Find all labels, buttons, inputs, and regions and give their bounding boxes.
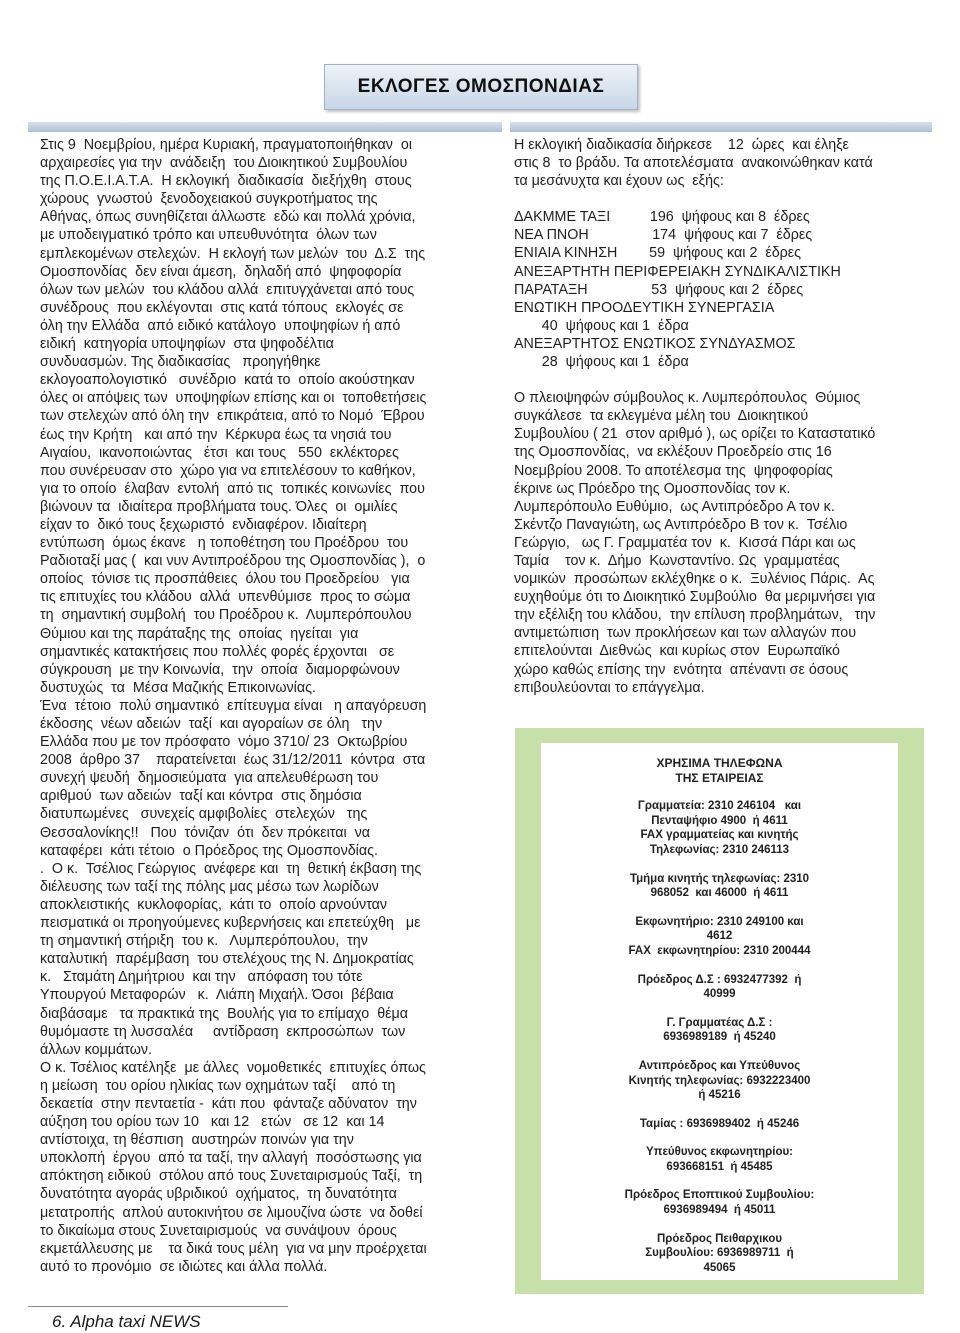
- article-line: της Π.Ο.Ε.Ι.Α.Τ.Α. Η εκλογική διαδικασία διεξήχθη στους: [40, 173, 412, 190]
- article-line: έως την Κρήτη και από την Κέρκυρα έως τα νησιά του: [40, 426, 392, 443]
- article-line: αποκλειστικής κυκλοφορίας, κάτι το οποίο αρνούνταν: [40, 896, 388, 913]
- article-line: καταφέρει κάτι τέτοιο ο Πρόεδρος της Ομοσπονδίας.: [40, 842, 378, 859]
- phone-entry-line: Πρόεδρος Πειθαρχικου: [656, 1232, 783, 1245]
- article-line: η μείωση του ορίου ηλικίας των οχημάτων ταξί από τη: [40, 1077, 396, 1094]
- board-composition-text: [514, 389, 934, 697]
- article-line: δεκαετία στην πενταετία - κάτι που φάνταζε αδύνατον την: [40, 1095, 417, 1112]
- phone-entry-line: Υπεύθυνος εκφωνητηρίου:: [646, 1146, 793, 1159]
- article-line: πεισματικά οι προηγούμενες κυβερνήσεις και επετεύχθη με: [40, 915, 421, 932]
- article-line: όλες οι απόψεις των υποψηφίων επίσης και οι τοποθετήσεις: [40, 390, 427, 407]
- page-footer: [28, 1306, 288, 1333]
- article-line: συνδυασμών. Της διαδικασίας προηγήθηκε: [40, 354, 321, 371]
- article-line: μετατροπής απλού αυτοκινήτου σε λιμουζίνα ώστε να δοθεί: [40, 1204, 423, 1221]
- article-line: Ο κ. Τσέλιος κατέληξε με άλλες νομοθετικές επιτυχίες όπως: [40, 1059, 426, 1076]
- phone-entry-line: Πρόεδρος Δ.Σ : 6932477392 ή: [637, 973, 802, 986]
- article-line: Αθήνας, όπως συνηθίζεται άλλωστε εδώ και πολλά χρόνια,: [40, 209, 416, 226]
- article-line: απόκτηση ειδικού στόλου από τους Συνεταιρισμούς Ταξί, τη: [40, 1168, 423, 1185]
- article-line: καταλυτική παρέμβαση του στελέχους της Ν. Δημοκρατίας: [40, 951, 414, 968]
- article-line: συνεχή ψευδή δημοσιεύματα για απελευθέρωση του: [40, 770, 379, 787]
- phone-entry-line: 4612: [706, 930, 733, 943]
- results-intro: [514, 136, 934, 190]
- result-line: 28 ψήφους και 1 έδρα: [514, 354, 689, 371]
- phone-entry-line: Γραμματεία: 2310 246104 και: [637, 800, 802, 813]
- election-results-list: [514, 208, 934, 371]
- result-line: 40 ψήφους και 1 έδρα: [514, 317, 689, 334]
- article-line: την εξέλιξη του κλάδου, την επίλυση προβλημάτων, την: [514, 607, 876, 624]
- article-line: διατυπωμένες συνεχείς αμφιβολίες στελεχών της: [40, 806, 368, 823]
- result-line: ΠΑΡΑΤΑΞΗ 53 ψήφους και 2 έδρες: [514, 281, 804, 298]
- phone-entry-line: FAX εκφωνητηρίου: 2310 200444: [628, 944, 811, 957]
- article-line: Η εκλογική διαδικασία διήρκεσε 12 ώρες και έληξε: [514, 137, 849, 153]
- result-line: ΑΝΕΞΑΡΤΗΤΗ ΠΕΡΙΦΕΡΕΙΑΚΗ ΣΥΝΔΙΚΑΛΙΣΤΙΚΗ: [514, 263, 841, 280]
- article-line: Στις 9 Νοεμβρίου, ημέρα Κυριακή, πραγματοποιήθηκαν οι: [40, 137, 412, 153]
- phone-entry-line: Πρόεδρος Εποπτικού Συμβουλίου:: [624, 1189, 815, 1202]
- article-line: 2008 άρθρο 37 παρατείνεται έως 31/12/2011 κόντρα στα: [40, 752, 426, 769]
- article-line: κ. Σταμάτη Δημήτριου και την απόφαση του τότε: [40, 969, 363, 986]
- article-line: για το οποίο έλαβαν εντολή από τις τοπικές κοινωνίες που: [40, 480, 425, 497]
- article-line: σημαντικές κατακτήσεις που πολλές φορές έρχονται σε: [40, 643, 395, 660]
- article-line: που συνέρευσαν στο χώρο για να επιτελέσουν το καθήκον,: [40, 462, 416, 479]
- article-line: διαβάσαμε τα πρακτικά της Βουλής για το επίμαχο θέμα: [40, 1005, 409, 1022]
- article-line: τα μεσάνυχτα και έχουν ως εξής:: [514, 173, 724, 190]
- phone-entry-line: FAX γραμματείας και κινητής: [640, 829, 799, 842]
- phone-entry-line: 693668151 ή 45485: [666, 1160, 773, 1173]
- article-line: στις 8 το βράδυ. Τα αποτελέσματα ανακοινώθηκαν κατά: [514, 155, 873, 172]
- result-line: ΑΝΕΞΑΡΤΗΤΟΣ ΕΝΩΤΙΚΟΣ ΣΥΝΔΥΑΣΜΟΣ: [514, 335, 796, 352]
- article-line: ειδική κατηγορία υποψηφίων στα ψηφοδέλτια: [40, 336, 334, 353]
- article-line: άλλων κομμάτων.: [40, 1041, 153, 1058]
- phone-entry-line: 6936989494 ή 45011: [663, 1204, 776, 1217]
- article-line: το δικαίωμα στους Συνεταιρισμούς να συνάψουν όρους: [40, 1222, 397, 1239]
- phone-entry-line: Τμήμα κινητής τηλεφωνίας: 2310: [629, 872, 810, 885]
- article-line: . Ο κ. Τσέλιος Γεώργιος ανέφερε και τη θετική έκβαση της: [40, 860, 422, 877]
- article-line: των στελεχών από όλη την επικράτεια, από το Νομό Έβρου: [40, 408, 425, 425]
- article-line: εμπλεκομένων στελεχών. Η εκλογή των μελών του Δ.Σ της: [40, 245, 426, 262]
- article-line: Ο πλειοψηφών σύμβουλος κ. Λυμπερόπουλος Θύμιος: [514, 390, 861, 407]
- phone-entry-line: Πενταψήφιο 4900 ή 4611: [651, 814, 788, 827]
- article-line: Υπουργού Μεταφορών κ. Λιάπη Μιχαήλ. Όσοι βέβαια: [40, 987, 394, 1004]
- article-line: τις επιτυχίες του κλάδου αλλά υπενθύμισε προς το σώμα: [40, 589, 411, 606]
- article-line: Ένα τέτοιο πολύ σημαντικό επίτευγμα είναι η απαγόρευση: [40, 697, 427, 714]
- article-line: δυνατότητα αγοράς υβριδικού οχήματος, τη δυνατότητα: [40, 1186, 397, 1203]
- article-line: αντίστοιχα, τη θέσπιση αυστηρών ποινών για την: [40, 1132, 354, 1149]
- article-line: έκδοσης νέων αδειών ταξί και αγοραίων σε όλη την: [40, 716, 383, 732]
- result-line: ΔΑΚΜΜΕ ΤΑΞΙ 196 ψήφους και 8 έδρες: [514, 209, 810, 226]
- article-line: Θεσσαλονίκης!! Που τόνιζαν ότι δεν πρόκειται να: [40, 824, 370, 841]
- phone-entry-line: Αντιπρόεδρος και Υπεύθυνος: [638, 1059, 801, 1072]
- article-line: όλη την Ελλάδα από ειδικό κατάλογο υποψηφίων ή από: [40, 317, 401, 334]
- article-line: Θύμιου και της παράταξης της οποίας ηγείται για: [40, 625, 359, 642]
- result-line: ΕΝΙΑΙΑ ΚΙΝΗΣΗ 59 ψήφους και 2 έδρες: [514, 245, 802, 262]
- article-line: χώρο καθώς επίσης την ενότητα απέναντι σε όσους: [514, 661, 849, 678]
- article-line: επιβουλεύονται το επάγγελμα.: [514, 679, 705, 696]
- article-line: σύγκρουση με την Κοινωνία, την οποία διαμορφώνουν: [40, 661, 400, 678]
- article-line: όλων των μελών του κλάδου αλλά επιτυγχάνεται από τους: [40, 281, 415, 298]
- footer-page-label: 6. Alpha taxi NEWS: [52, 1312, 201, 1331]
- article-line: Λυμπερόπουλο Ευθύμιο, ως Αντιπρόεδρο Α τον κ.: [514, 498, 835, 515]
- phones-title: ΧΡΗΣΙΜΑ ΤΗΛΕΦΩΝΑ: [656, 756, 783, 770]
- article-line: Ελλάδα που με τον πρόσφατο νόμο 3710/ 23 Οκτωβρίου: [40, 734, 408, 751]
- article-line: έκρινε ως Πρόεδρο της Ομοσπονδίας τον κ.: [514, 480, 791, 497]
- article-line: χώρους γνωστού ξενοδοχειακού συγκροτήματος της: [40, 191, 378, 208]
- article-line: Σκέντζο Παναγιώτη, ως Αντιπρόεδρο Β τον κ. Τσέλιο: [514, 516, 848, 533]
- article-line: αύξηση του ορίου των 10 και 12 ετών σε 12 και 14: [40, 1114, 385, 1131]
- article-line: νομικών προσώπων εκλέχθηκε ο κ. Ξυλένιος Πάρις. Ας: [514, 571, 875, 588]
- article-line: αριθμού των αδειών ταξί και κόντρα στις δημόσια: [40, 788, 362, 805]
- article-line: εντύπωση όμως έκανε η τοποθέτηση του Προέδρου του: [40, 535, 409, 552]
- phone-entry-line: Κινητής τηλεφωνίας: 6932223400: [628, 1074, 811, 1087]
- phone-entry-line: 6936989189 ή 45240: [663, 1031, 776, 1044]
- article-line: της Ομοσπονδίας, να εκλέξουν Προεδρείο στις 16: [514, 444, 832, 461]
- phone-entry-line: Ταμίας : 6936989402 ή 45246: [639, 1117, 800, 1130]
- left-article-column: [40, 136, 488, 1276]
- useful-phones-panel: [541, 743, 898, 1280]
- article-line: επιτελούνται Διεθνώς και κυρίως στον Ευρωπαϊκό: [514, 643, 841, 660]
- article-line: αυτό το προνόμιο σε ιδιώτες και άλλα πολλά.: [40, 1258, 328, 1275]
- phone-entry-line: 45065: [703, 1261, 736, 1274]
- article-line: βιώνουν τα ιδιαίτερα προβλήματα τους. Όλες οι ομιλίες: [40, 498, 398, 515]
- right-article-column: [514, 136, 934, 697]
- right-column-bar: [510, 122, 932, 132]
- article-line: Συμβουλίου ( 21 στον αριθμό ), ως ορίζει το Καταστατικό: [514, 426, 876, 443]
- article-line: συνέδρους που εκλέγονται στις κατά τόπους εκλογές σε: [40, 299, 404, 316]
- useful-phones-box: [515, 728, 924, 1294]
- phone-entry-line: 40999: [703, 988, 736, 1001]
- article-line: οποίος τόνισε τις προσπάθειες όλου του Προεδρείου για: [40, 571, 410, 588]
- article-line: ευχηθούμε ότι το Διοικητικό Συμβούλιο θα μεριμνήσει για: [514, 589, 876, 606]
- phones-title: ΤΗΣ ΕΤΑΙΡΕΙΑΣ: [675, 770, 764, 785]
- page-title: ΕΚΛΟΓΕΣ ΟΜΟΣΠΟΝΔΙΑΣ: [324, 64, 638, 110]
- article-line: εκλογοαπολογιστικό συνέδριο κατά το οποίο ακούστηκαν: [40, 372, 415, 389]
- article-line: τη σημαντική στήριξη του κ. Λυμπερόπουλου, την: [40, 933, 368, 950]
- article-line: με υποδειγματικό τρόπο και υπευθυνότητα όλων των: [40, 227, 377, 244]
- article-line: Νοεμβρίου 2008. Το αποτέλεσμα της ψηφοφορίας: [514, 462, 833, 479]
- article-line: δυστυχώς τα Μέσα Μαζικής Επικοινωνίας.: [40, 679, 316, 696]
- phone-entry-line: ή 45216: [698, 1089, 741, 1102]
- article-line: εκμετάλλευσης με τα δικά τους μέλη για να μην προέρχεται: [40, 1240, 427, 1257]
- article-line: Γεώργιο, ως Γ. Γραμματέα τον κ. Κισσά Πάρι και ως: [514, 534, 856, 551]
- article-line: συγκάλεσε τα εκλεγμένα μέλη του Διοικητικού: [514, 408, 809, 425]
- phone-entry-line: Τηλεφωνίας: 2310 246113: [649, 843, 790, 856]
- article-line: αρχαιρεσίες για την ανάδειξη του Διοικητικού Συμβουλίου: [40, 155, 408, 172]
- left-column-bar: [28, 122, 502, 132]
- article-line: Ραδιοταξί μας ( και νυν Αντιπροέδρου της Ομοσπονδίας ), ο: [40, 553, 426, 570]
- article-line: τη σημαντική συμβολή του Προέδρου κ. Λυμπερόπουλου: [40, 607, 412, 624]
- article-line: είχαν το δικό τους ξεχωριστό ενδιαφέρον. Ιδιαίτερη: [40, 516, 367, 533]
- phone-entry-line: Εκφωνητήριο: 2310 249100 και: [635, 915, 804, 928]
- article-line: διέλευσης των ταξί της πόλης μας μέσω των λωρίδων: [40, 878, 379, 895]
- phone-entry-line: Συμβουλίου: 6936989711 ή: [645, 1247, 794, 1260]
- phone-entry-line: 968052 και 46000 ή 4611: [650, 887, 789, 900]
- phone-entry-line: Γ. Γραμματέας Δ.Σ :: [666, 1016, 773, 1029]
- article-line: Ταμία τον κ. Δήμο Κωνσταντίνο. Ως γραμματέας: [514, 552, 840, 569]
- article-line: Ομοσπονδίας δεν είναι άμεση, δηλαδή από ψηφοφορία: [40, 263, 402, 280]
- result-line: ΕΝΩΤΙΚΗ ΠΡΟΟΔΕΥΤΙΚΗ ΣΥΝΕΡΓΑΣΙΑ: [514, 299, 775, 316]
- result-line: ΝΕΑ ΠΝΟΗ 174 ψήφους και 7 έδρες: [514, 227, 813, 244]
- article-line: Αιγαίου, ικανοποιώντας έτσι και τους 550 εκλέκτορες: [40, 444, 399, 461]
- article-line: υποκλοπή έργου από τα ταξί, την αλλαγή ποσόστωσης για: [40, 1150, 422, 1167]
- article-line: θυμόμαστε τη λυσσαλέα αντίδραση εκπροσώπων των: [40, 1023, 406, 1040]
- article-line: αντιμετώπιση των προκλήσεων και των αλλαγών που: [514, 625, 857, 642]
